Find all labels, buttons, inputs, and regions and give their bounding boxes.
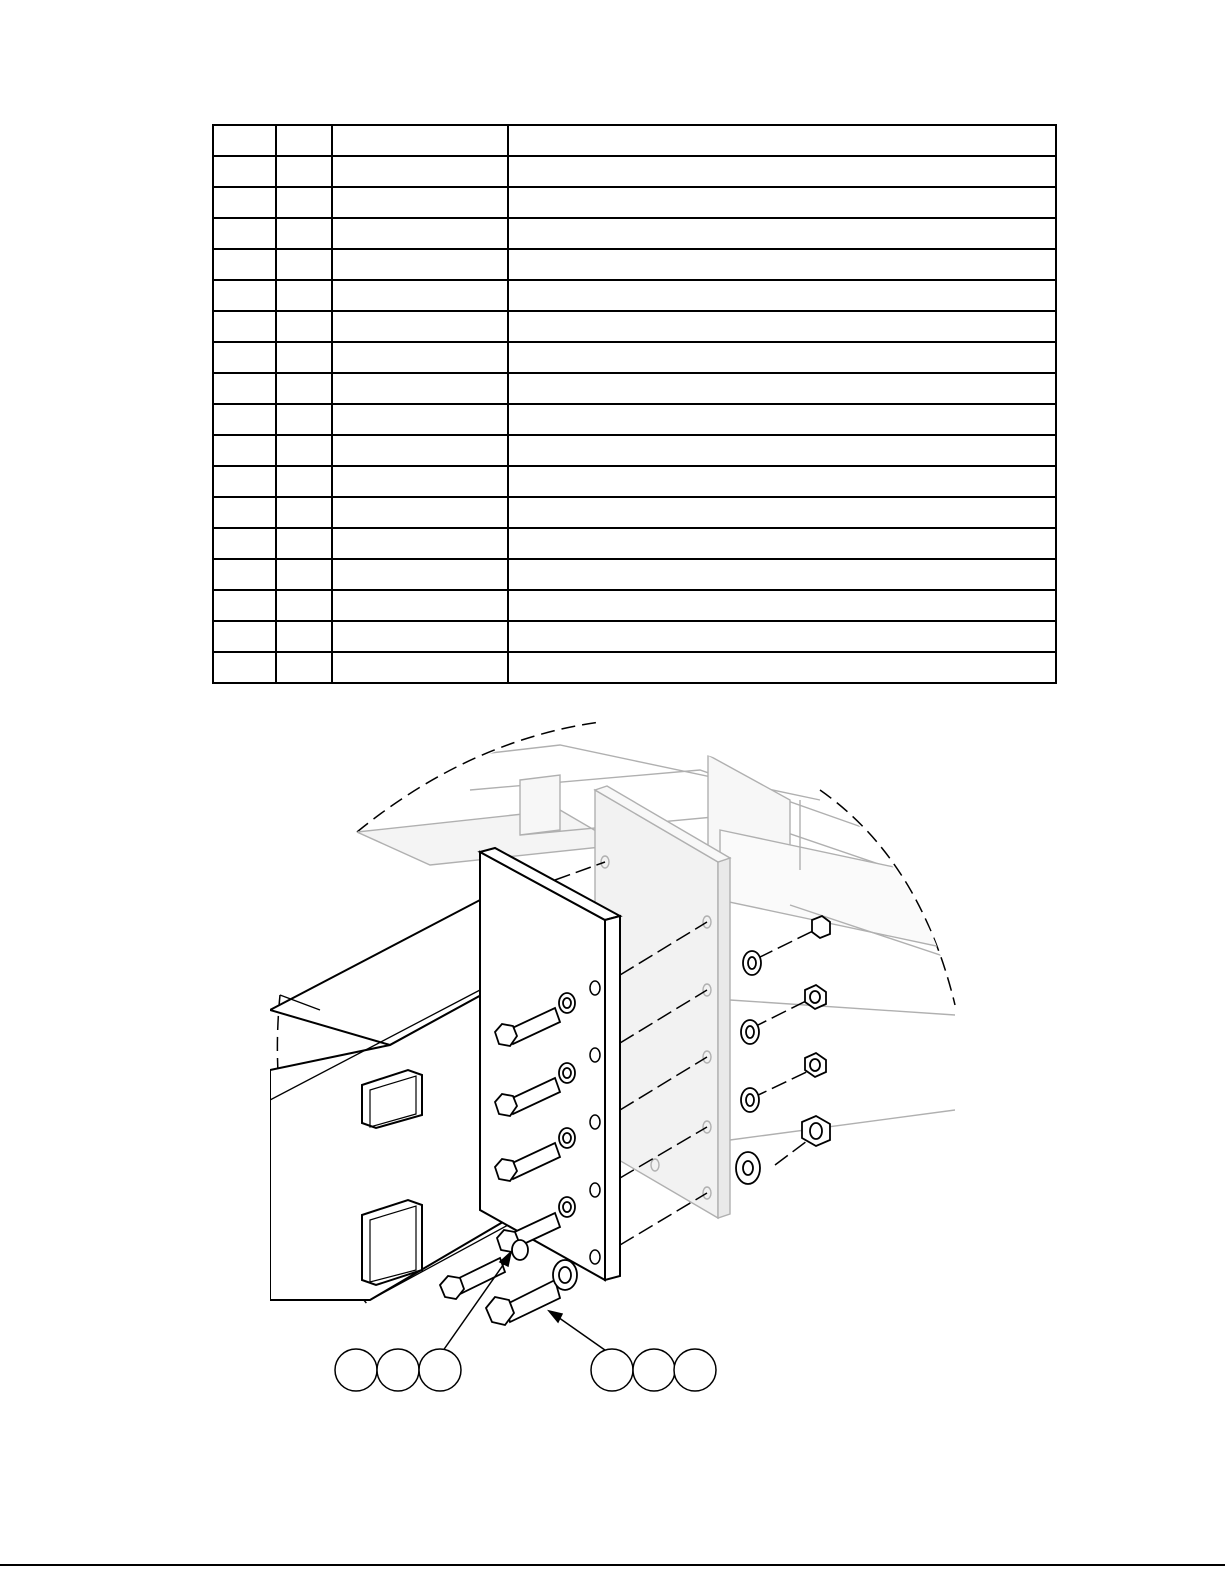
callout-balloon	[419, 1349, 461, 1391]
parts-table-cell	[213, 590, 276, 621]
parts-table-cell	[213, 435, 276, 466]
callouts-left	[335, 1349, 461, 1391]
parts-table-cell	[276, 497, 332, 528]
parts-table-cell	[332, 621, 508, 652]
parts-table-cell	[332, 218, 508, 249]
parts-table-cell	[332, 187, 508, 218]
parts-table-cell	[276, 249, 332, 280]
parts-table-row	[213, 528, 1056, 559]
parts-table-cell	[332, 373, 508, 404]
parts-table-cell	[508, 218, 1056, 249]
parts-table-cell	[332, 559, 508, 590]
parts-table-cell	[213, 156, 276, 187]
parts-table-cell	[213, 497, 276, 528]
parts-table-cell	[508, 621, 1056, 652]
parts-table-row	[213, 466, 1056, 497]
parts-table-cell	[276, 218, 332, 249]
parts-table-row	[213, 621, 1056, 652]
parts-table-cell	[332, 404, 508, 435]
parts-table-cell	[276, 373, 332, 404]
parts-table-cell	[332, 280, 508, 311]
nut-set	[736, 916, 830, 1184]
parts-table-cell	[508, 497, 1056, 528]
parts-table-cell	[213, 466, 276, 497]
parts-table-cell	[213, 249, 276, 280]
parts-table-cell	[276, 528, 332, 559]
parts-table-cell	[332, 497, 508, 528]
parts-table-cell	[332, 652, 508, 683]
parts-table-cell	[508, 466, 1056, 497]
parts-table-cell	[508, 249, 1056, 280]
parts-table-cell	[332, 311, 508, 342]
parts-table-cell	[213, 125, 276, 156]
callout-balloon	[674, 1349, 716, 1391]
parts-table-cell	[508, 373, 1056, 404]
parts-table-cell	[213, 280, 276, 311]
parts-table-cell	[508, 280, 1056, 311]
parts-table-row	[213, 187, 1056, 218]
parts-table-row	[213, 342, 1056, 373]
parts-table-cell	[508, 435, 1056, 466]
parts-table-row	[213, 156, 1056, 187]
callout-balloon	[633, 1349, 675, 1391]
parts-table-cell	[213, 373, 276, 404]
parts-table-cell	[213, 559, 276, 590]
parts-table-cell	[213, 187, 276, 218]
parts-table-cell	[213, 218, 276, 249]
parts-table-cell	[276, 559, 332, 590]
callout-balloon	[591, 1349, 633, 1391]
parts-table-cell	[332, 249, 508, 280]
parts-table-row	[213, 249, 1056, 280]
parts-table-cell	[276, 652, 332, 683]
parts-table-cell	[332, 466, 508, 497]
parts-table-cell	[276, 187, 332, 218]
parts-table-cell	[276, 342, 332, 373]
parts-table-cell	[508, 156, 1056, 187]
parts-table-body	[213, 125, 1056, 683]
parts-table-cell	[213, 311, 276, 342]
callout-balloon	[335, 1349, 377, 1391]
parts-table-cell	[213, 528, 276, 559]
parts-table-cell	[276, 156, 332, 187]
parts-table-cell	[332, 435, 508, 466]
parts-table-cell	[332, 342, 508, 373]
parts-table-cell	[332, 156, 508, 187]
parts-table-cell	[332, 590, 508, 621]
parts-table-row	[213, 280, 1056, 311]
callouts-right	[591, 1349, 716, 1391]
parts-table-cell	[276, 404, 332, 435]
parts-table-row	[213, 373, 1056, 404]
parts-table-cell	[213, 342, 276, 373]
parts-table-cell	[508, 311, 1056, 342]
parts-table-cell	[508, 652, 1056, 683]
parts-table-cell	[332, 125, 508, 156]
parts-table-row	[213, 125, 1056, 156]
parts-table-cell	[508, 590, 1056, 621]
parts-table-cell	[508, 404, 1056, 435]
parts-table	[212, 124, 1057, 684]
parts-table-row	[213, 497, 1056, 528]
parts-table-cell	[213, 404, 276, 435]
parts-table-row	[213, 652, 1056, 683]
exploded-assembly-diagram	[0, 690, 1225, 1410]
page-bottom-rule	[0, 1564, 1225, 1566]
callout-balloon	[377, 1349, 419, 1391]
parts-table-cell	[276, 466, 332, 497]
parts-table-cell	[508, 559, 1056, 590]
parts-table-row	[213, 435, 1056, 466]
parts-table-cell	[276, 590, 332, 621]
parts-table-cell	[276, 125, 332, 156]
parts-table-row	[213, 218, 1056, 249]
parts-table-cell	[508, 125, 1056, 156]
parts-table-cell	[276, 435, 332, 466]
parts-table-row	[213, 590, 1056, 621]
parts-table-cell	[276, 280, 332, 311]
parts-table-row	[213, 311, 1056, 342]
parts-table-cell	[332, 528, 508, 559]
parts-table-cell	[508, 187, 1056, 218]
parts-table-cell	[213, 621, 276, 652]
parts-table-cell	[508, 528, 1056, 559]
parts-table-cell	[276, 621, 332, 652]
parts-table-row	[213, 404, 1056, 435]
parts-table-row	[213, 559, 1056, 590]
parts-table-cell	[508, 342, 1056, 373]
parts-table-cell	[213, 652, 276, 683]
parts-table-cell	[276, 311, 332, 342]
